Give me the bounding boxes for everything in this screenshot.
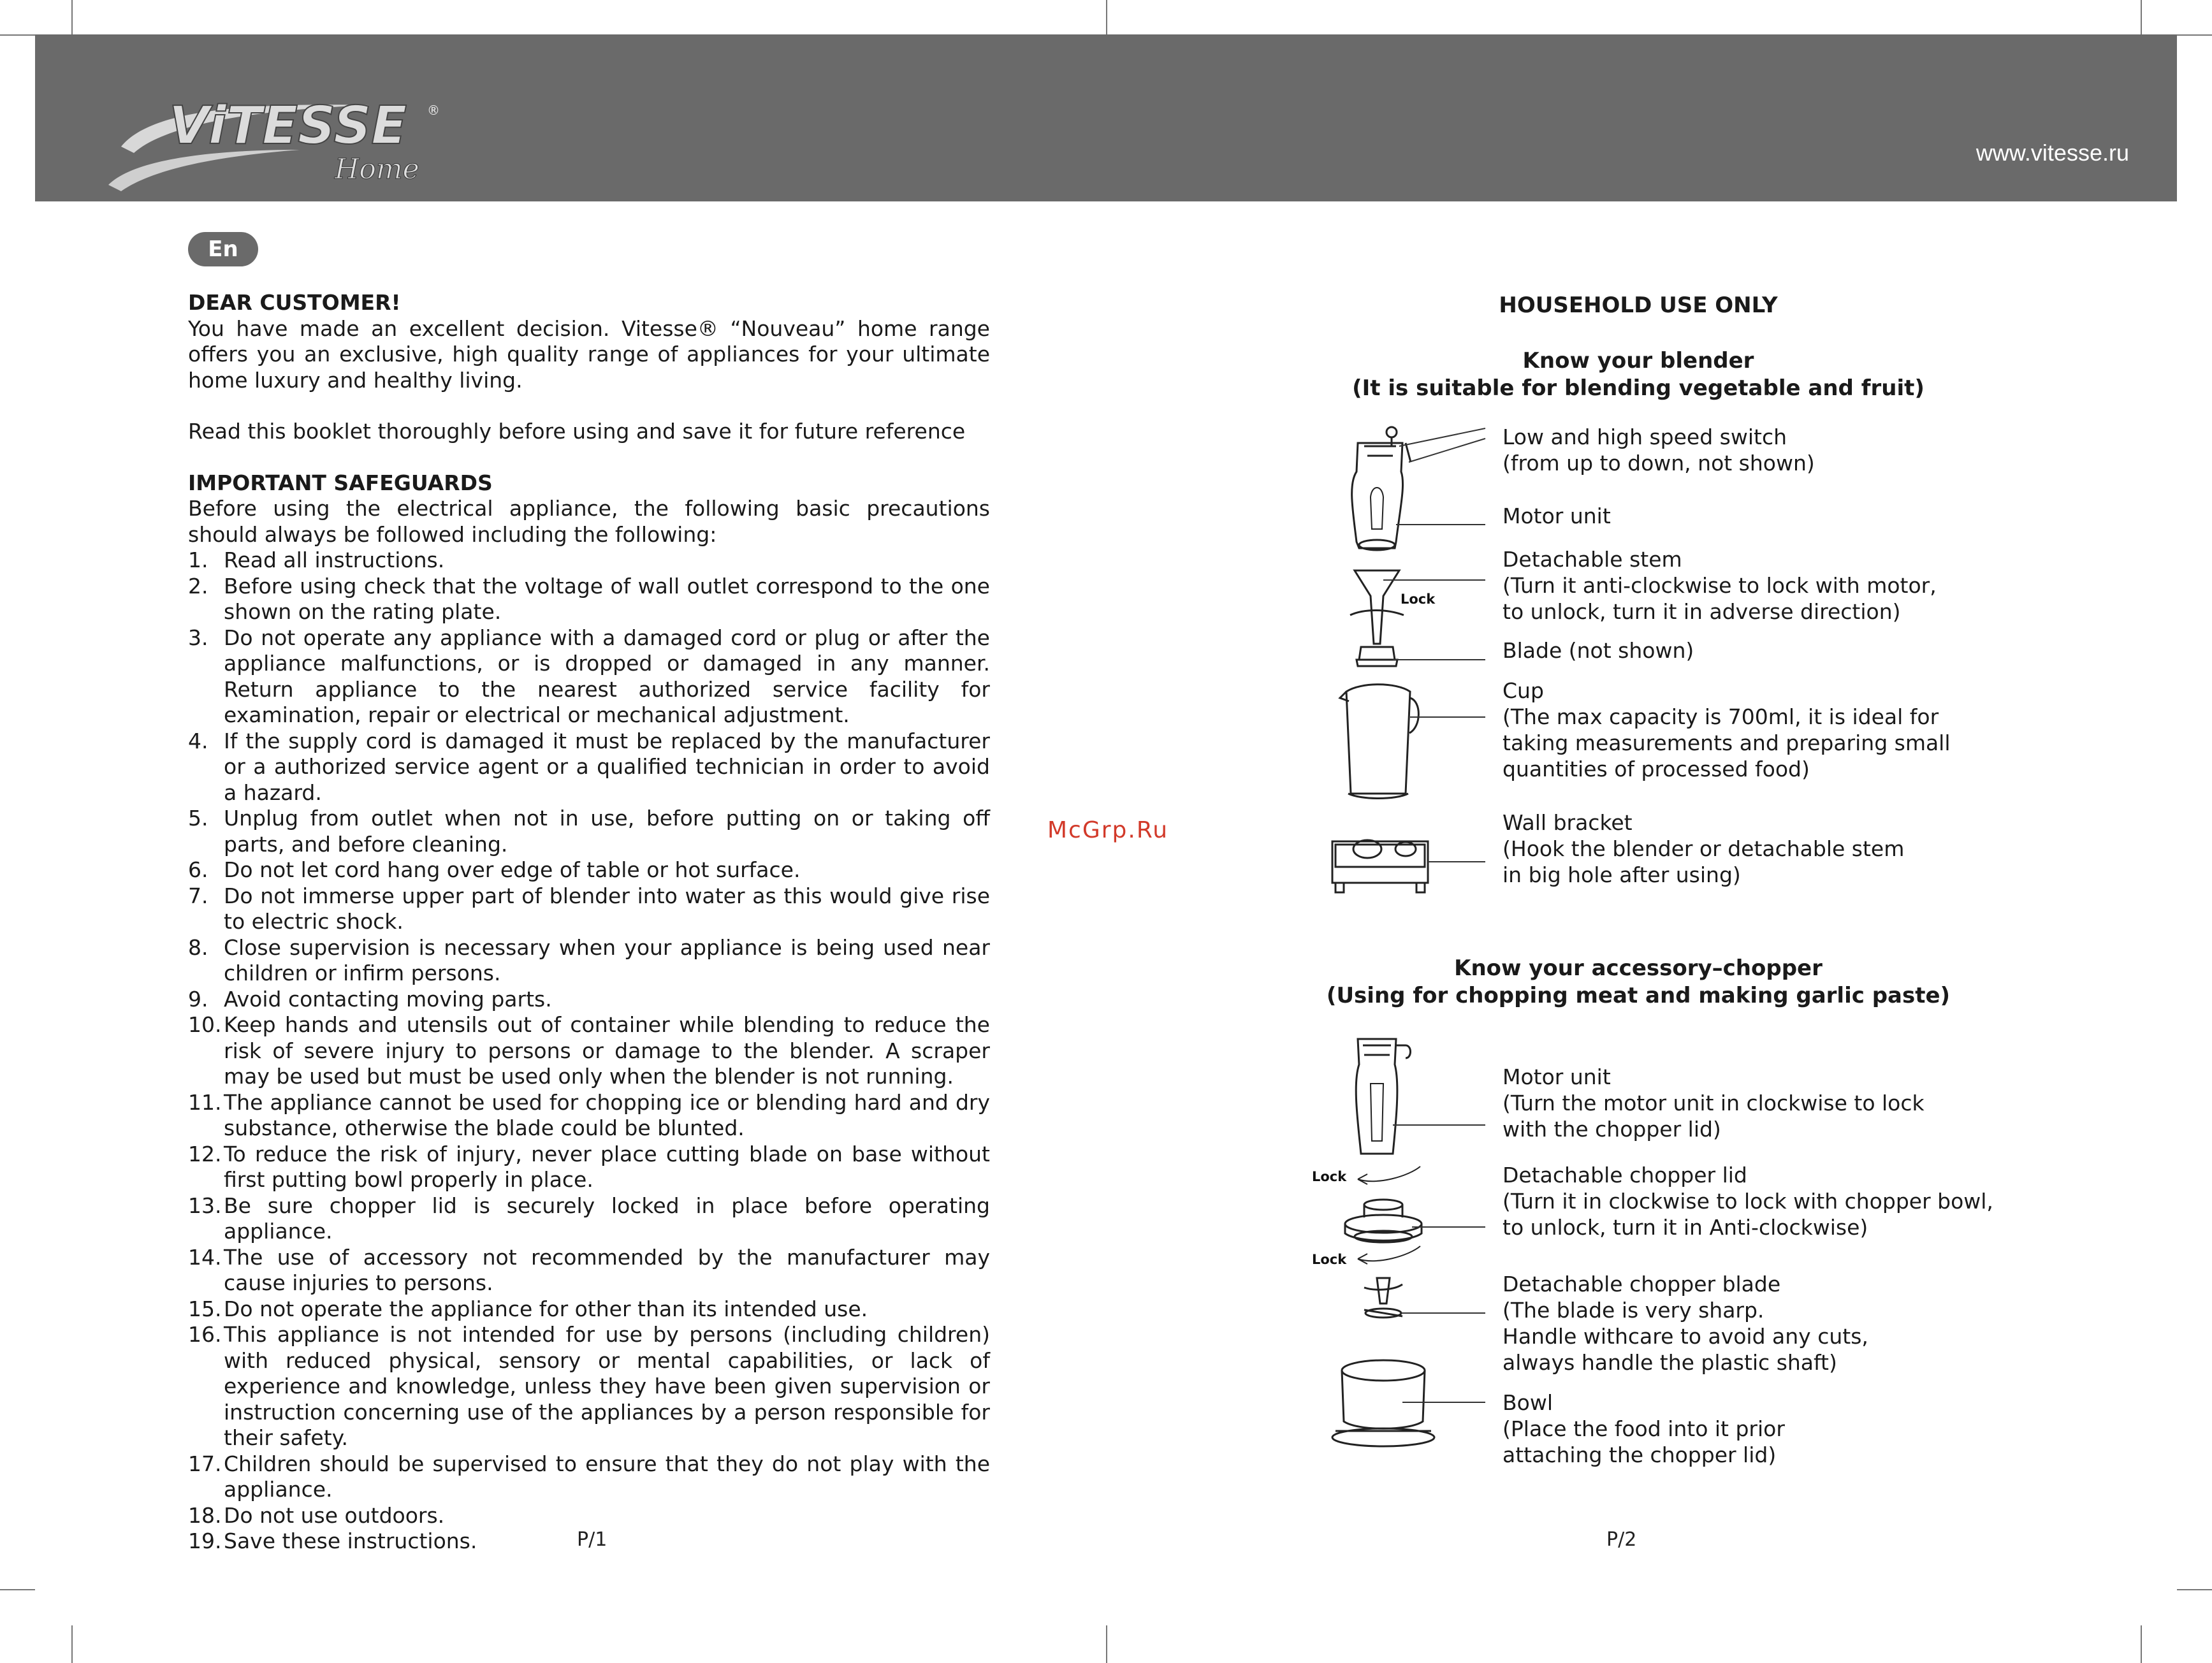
safeguard-item: 16. This appliance is not intended for use by persons (including children) with reduced physical, sensory or mental capabilities, or lack of experience and knowledge, unless they have been given supervision or instruction concerning use of the appliances by a person responsible for their safety. bbox=[188, 1322, 990, 1450]
safeguard-item: 9. Avoid contacting moving parts. bbox=[188, 986, 552, 1012]
chopper-subtitle: (Using for chopping meat and making garlic paste) bbox=[1326, 983, 1951, 1008]
crop-mark bbox=[0, 34, 35, 36]
safeguard-item: 1. Read all instructions. bbox=[188, 548, 445, 572]
lock-label: Lock bbox=[1401, 592, 1436, 607]
safeguard-item: 4. If the supply cord is damaged it must be replaced by the manufacturer or a authorized service agent or a qualified technician in order to avoid a hazard. bbox=[188, 728, 990, 805]
safeguard-item: 17. Children should be supervised to ensure that they do not play with the appliance. bbox=[188, 1451, 990, 1502]
language-badge: En bbox=[188, 232, 258, 266]
crop-mark bbox=[1106, 0, 1107, 34]
safeguard-item: 15. Do not operate the appliance for other than its intended use. bbox=[188, 1296, 868, 1321]
callout-blade: Blade (not shown) bbox=[1503, 638, 1694, 663]
chopper-blade-illustration bbox=[1364, 1278, 1402, 1318]
watermark: McGrp.Ru bbox=[1047, 817, 1169, 843]
logo-wordmark: ViTESSE bbox=[169, 96, 407, 156]
crop-mark bbox=[2177, 1589, 2212, 1590]
callout-chopper-lid: Detachable chopper lid (Turn it in clockwise to lock with chopper bowl, to unlock, turn it in Anti-clockwise) bbox=[1503, 1163, 1993, 1240]
safeguard-item: 6. Do not let cord hang over edge of table or hot surface. bbox=[188, 857, 801, 882]
safeguard-item: 19. Save these instructions. bbox=[188, 1529, 477, 1553]
safeguard-item: 5. Unplug from outlet when not in use, before putting on or taking off parts, and before cleaning. bbox=[188, 806, 990, 857]
callout-detachable-stem: Detachable stem (Turn it anti-clockwise to lock with motor, to unlock, turn it in adverse direction) bbox=[1503, 547, 1937, 624]
detachable-stem-illustration bbox=[1350, 570, 1404, 666]
callout-motor-unit: Motor unit bbox=[1503, 504, 1611, 528]
callout-chopper-blade: Detachable chopper blade (The blade is very sharp. Handle withcare to avoid any cuts, always handle the plastic shaft) bbox=[1503, 1272, 1868, 1375]
page-number-left: P/1 bbox=[577, 1529, 608, 1551]
safeguard-item: 12. To reduce the risk of injury, never place cutting blade on base without first putting bowl properly in place. bbox=[188, 1141, 990, 1192]
chopper-title: Know your accessory–chopper bbox=[1454, 955, 1823, 981]
lock-label: Lock bbox=[1312, 1169, 1347, 1184]
crop-mark bbox=[2177, 34, 2212, 36]
left-column bbox=[188, 290, 990, 1555]
callout-speed-switch: Low and high speed switch (from up to down, not shown) bbox=[1503, 425, 1815, 476]
crop-mark bbox=[1106, 1625, 1107, 1663]
crop-mark bbox=[0, 1589, 35, 1590]
crop-mark bbox=[2141, 1625, 2142, 1663]
crop-mark bbox=[71, 0, 73, 34]
safeguard-item: 10. Keep hands and utensils out of container while blending to reduce the risk of severe injury to persons or damage to the blender. A scraper may be used but must be used only when the blender is not running. bbox=[188, 1012, 990, 1089]
safeguard-item: 7. Do not immerse upper part of blender into water as this would give rise to electric shock. bbox=[188, 883, 990, 934]
blender-subtitle: (It is suitable for blending vegetable and fruit) bbox=[1352, 375, 1925, 401]
callout-cup: Cup (The max capacity is 700ml, it is ideal for taking measurements and preparing small quantities of processed food) bbox=[1503, 678, 1951, 781]
safeguard-item: 11. The appliance cannot be used for chopping ice or blending hard and dry substance, otherwise the blade could be blunted. bbox=[188, 1089, 990, 1140]
bowl-illustration bbox=[1332, 1360, 1434, 1446]
safeguard-item: 14. The use of accessory not recommended by the manufacturer may cause injuries to persons. bbox=[188, 1244, 990, 1295]
safeguard-item: 13. Be sure chopper lid is securely locked in place before operating appliance. bbox=[188, 1193, 990, 1244]
chopper-motor-illustration bbox=[1356, 1039, 1410, 1154]
crop-mark bbox=[2141, 0, 2142, 34]
logo-subtitle: Home bbox=[335, 153, 419, 185]
safeguard-item: 18. Do not use outdoors. bbox=[188, 1502, 445, 1528]
lock-label: Lock bbox=[1312, 1252, 1347, 1267]
greeting-heading: DEAR CUSTOMER! bbox=[188, 290, 401, 315]
safeguard-item: 2. Before using check that the voltage of wall outlet correspond to the one shown on the rating plate. bbox=[188, 573, 990, 624]
cup-illustration bbox=[1340, 685, 1418, 799]
household-heading: HOUSEHOLD USE ONLY bbox=[1499, 293, 1778, 318]
callout-bowl: Bowl (Place the food into it prior attaching the chopper lid) bbox=[1503, 1390, 1785, 1467]
callout-chopper-motor: Motor unit (Turn the motor unit in clockwise to lock with the chopper lid) bbox=[1503, 1064, 1925, 1142]
safeguard-item: 3. Do not operate any appliance with a damaged cord or plug or after the appliance malfunctions, or is dropped or damaged in any manner. Return appliance to the nearest authorized service facility for examination, repair or electrical or mechanical adjustment. bbox=[188, 625, 990, 727]
read-note: Read this booklet thoroughly before using and save it for future reference bbox=[188, 419, 966, 444]
blender-title: Know your blender bbox=[1522, 348, 1754, 374]
safeguards-intro: Before using the electrical appliance, the following basic precautions should always be followed including the following: bbox=[188, 496, 990, 547]
chopper-lid-illustration bbox=[1345, 1200, 1422, 1242]
safeguard-item: 8. Close supervision is necessary when your appliance is being used near children or infirm persons. bbox=[188, 934, 990, 985]
vitesse-logo bbox=[96, 64, 453, 194]
wall-bracket-illustration bbox=[1332, 840, 1428, 892]
appliance-illustrations bbox=[1300, 414, 1511, 1466]
page-number-right: P/2 bbox=[1606, 1529, 1637, 1551]
crop-mark bbox=[71, 1625, 73, 1663]
callout-wall-bracket: Wall bracket (Hook the blender or detachable stem in big hole after using) bbox=[1503, 810, 1905, 887]
intro-paragraph: You have made an excellent decision. Vitesse® “Nouveau” home range offers you an exclusive, high quality range of appliances for your ultimate home luxury and healthy living. bbox=[188, 316, 990, 393]
safeguards-heading: IMPORTANT SAFEGUARDS bbox=[188, 470, 493, 495]
svg-text:®: ® bbox=[427, 103, 440, 118]
safeguards-list bbox=[188, 548, 990, 1555]
website-url: www.vitesse.ru bbox=[1976, 140, 2129, 166]
